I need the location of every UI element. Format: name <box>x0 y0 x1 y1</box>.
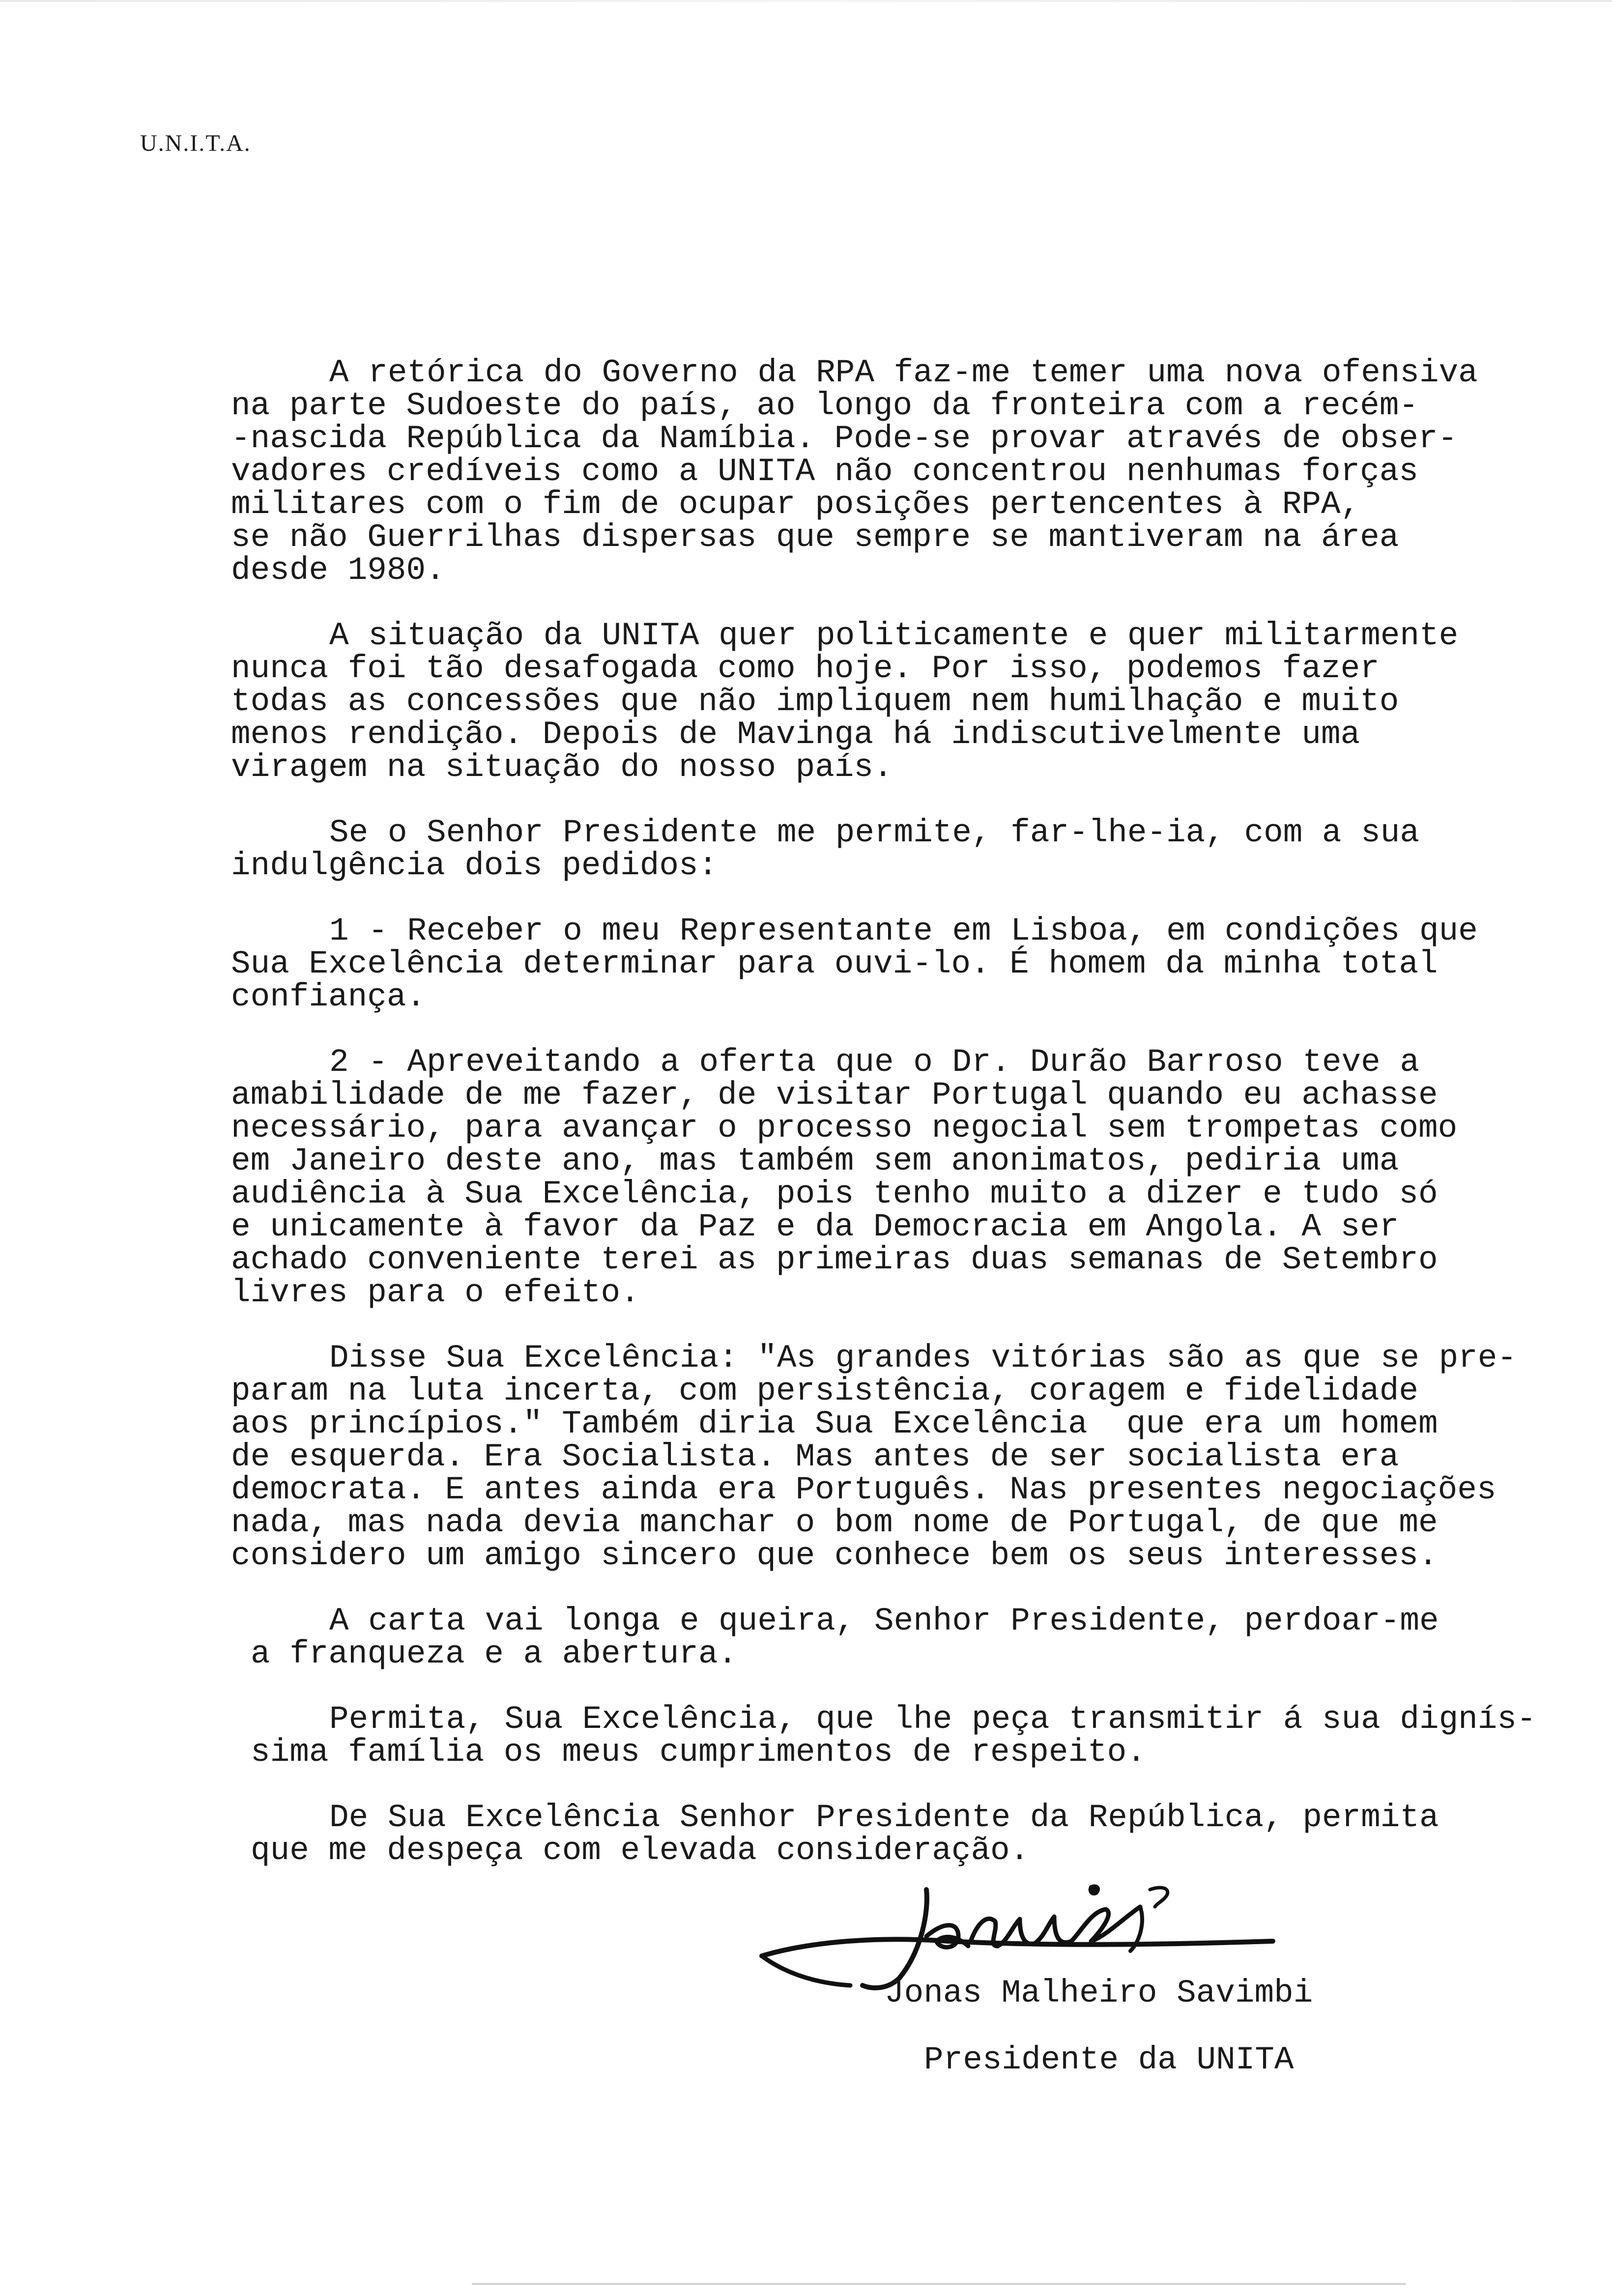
paragraph-line: e unicamente à favor da Paz e da Democracia em Angola. A ser <box>231 1208 1399 1245</box>
paragraph-line: nada, mas nada devia manchar o bom nome de Portugal, de que me <box>231 1504 1438 1541</box>
paragraph-line: audiência à Sua Excelência, pois tenho muito a dizer e tudo só <box>231 1176 1438 1212</box>
paragraph-line: De Sua Excelência Senhor Presidente da República, permita <box>329 1799 1439 1836</box>
scan-edge-bottom <box>472 2283 1406 2285</box>
paragraph-line: confiança. <box>231 978 426 1015</box>
paragraph-line: Permita, Sua Excelência, que lhe peça transmitir á sua dignís- <box>329 1701 1536 1738</box>
paragraph-line: livres para o efeito. <box>231 1274 640 1311</box>
paragraph-line: A carta vai longa e queira, Senhor Presidente, perdoar-me <box>329 1603 1439 1639</box>
paragraph-line: viragem na situação do nosso país. <box>231 749 893 786</box>
paragraph-line: militares com o fim de ocupar posições pertencentes à RPA, <box>231 486 1360 523</box>
paragraph-line: -nascida República da Namíbia. Pode-se provar através de obser- <box>231 420 1458 457</box>
paragraph-line: todas as concessões que não impliquem nem humilhação e muito <box>231 683 1399 720</box>
paragraph-line: achado conveniente terei as primeiras duas semanas de Setembro <box>231 1241 1438 1278</box>
paragraph-line: indulgência dois pedidos: <box>231 847 718 884</box>
paragraph-line: desde 1980. <box>231 552 445 589</box>
paragraph-line: que me despeça com elevada consideração. <box>251 1832 1030 1869</box>
signer-title: Presidente da UNITA <box>924 2041 1294 2078</box>
scan-edge-top <box>0 0 1612 2</box>
paragraph-line: a franqueza e a abertura. <box>251 1636 738 1672</box>
paragraph-line: 2 - Apreveitando a oferta que o Dr. Durão Barroso teve a <box>329 1044 1419 1081</box>
organization-header: U.N.I.T.A. <box>140 130 251 156</box>
paragraph-line: aos princípios." Também diria Sua Excelência que era um homem <box>231 1406 1438 1442</box>
paragraph-line: Se o Senhor Presidente me permite, far-lhe-ia, com a sua <box>329 814 1419 851</box>
paragraph-line: sima família os meus cumprimentos de respeito. <box>251 1734 1146 1771</box>
paragraph-line: 1 - Receber o meu Representante em Lisboa, em condições que <box>329 913 1478 949</box>
paragraph-line: param na luta incerta, com persistência, coragem e fidelidade <box>231 1373 1418 1409</box>
paragraph-line: de esquerda. Era Socialista. Mas antes de ser socialista era <box>231 1438 1399 1475</box>
paragraph-line: democrata. E antes ainda era Português. Nas presentes negociações <box>231 1471 1497 1508</box>
paragraph-line: na parte Sudoeste do país, ao longo da fronteira com a recém- <box>231 387 1418 424</box>
paragraph-line: nunca foi tão desafogada como hoje. Por isso, podemos fazer <box>231 650 1380 687</box>
paragraph-line: A retórica do Governo da RPA faz-me temer uma nova ofensiva <box>329 354 1478 391</box>
paragraph-line: Disse Sua Excelência: "As grandes vitórias são as que se pre- <box>329 1340 1517 1377</box>
paragraph-line: amabilidade de me fazer, de visitar Portugal quando eu achasse <box>231 1077 1438 1114</box>
paragraph-line: em Janeiro deste ano, mas também sem anonimatos, pediria uma <box>231 1143 1399 1179</box>
paragraph-line: considero um amigo sincero que conhece bem os seus interesses. <box>231 1537 1438 1574</box>
paragraph-line: menos rendição. Depois de Mavinga há indiscutivelmente uma <box>231 716 1360 753</box>
paragraph-line: Sua Excelência determinar para ouvi-lo. É homem da minha total <box>231 946 1438 982</box>
paragraph-line: se não Guerrilhas dispersas que sempre se mantiveram na área <box>231 519 1399 556</box>
paragraph-line: necessário, para avançar o processo negocial sem trompetas como <box>231 1110 1458 1147</box>
signer-name: Jonas Malheiro Savimbi <box>885 1975 1313 2011</box>
paragraph-line: vadores credíveis como a UNITA não concentrou nenhumas forças <box>231 453 1418 490</box>
paragraph-line: A situação da UNITA quer politicamente e quer militarmente <box>329 617 1459 654</box>
